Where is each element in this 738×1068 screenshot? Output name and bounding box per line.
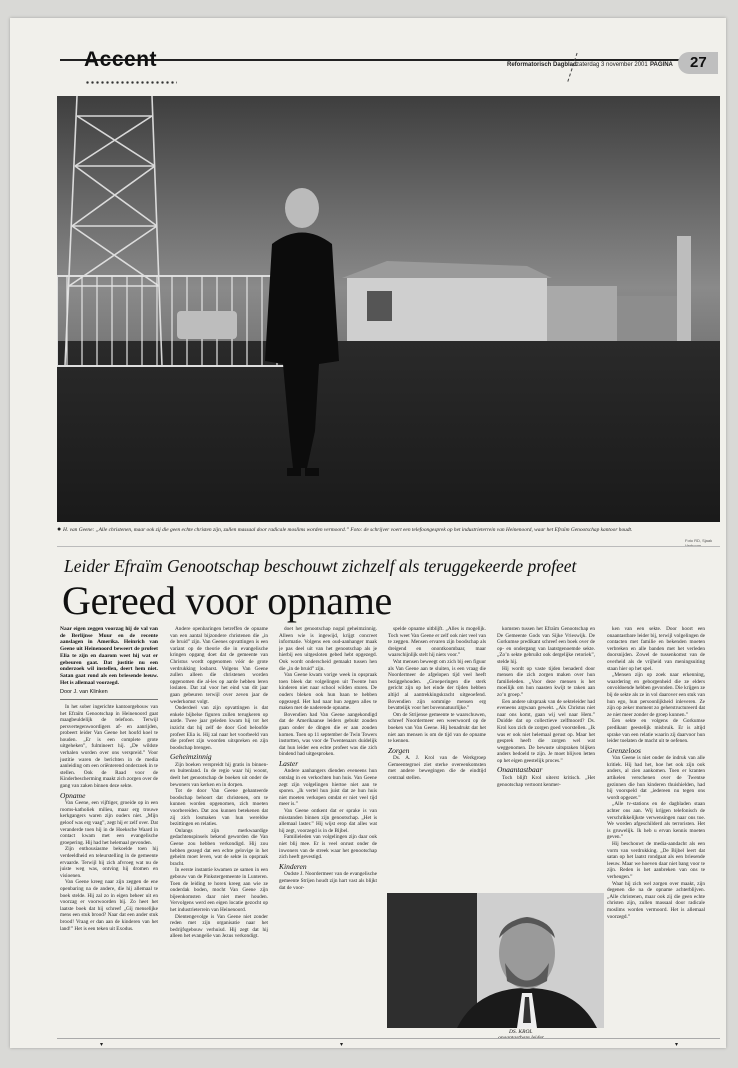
column-5 — [497, 626, 595, 888]
column-2 — [170, 626, 268, 1034]
paragraph: Hij beschouwt de media-aandacht als een vorm van verdrukking. „De Bijbel leert dat satan op het laatst rondgaat als een briesende leeuw. Maar we hoeven daar niet bang voor te zijn. Reden is het aanbreken van ons te verheugen.” — [607, 841, 705, 880]
section-title: Accent — [84, 48, 158, 71]
paragraph: doet het genootschap nogal geheimzinnig. Alleen wie is ingewijd, krijgt concreet informatie. Volgens een oud-aanhanger maak je pas deel uit van het genootschap als je hierbij een uitgesloten gebed hebt opgezegd. Ook wordt onderscheid gemaakt tussen hen die „in de bruid” zijn. — [279, 626, 377, 672]
paragraph: Familieleden van volgelingen zijn daar ook niet blij mee. Er is veel onrust onder de inwoners van de streek waar het genootschap zich heeft gevestigd. — [279, 834, 377, 861]
paragraph: Wat mensen beweegt om zich bij een figuur als Van Geene aan te sluiten, is een vraag die Noordermeer de afgelopen tijd veel heeft beziggehouden. „Groeperingen die sterk gericht zijn op het einde der tijden hebben altijd al aantrekkingskracht uitgeoefend. Bovendien zijn sommige mensen erg bevattelijk voor het bovennatuurlijke.” — [388, 658, 486, 712]
paragraph: Zijn boeken verspreidt hij gratis in binnen- en buitenland. In de regio waar hij woont, deelt het genootschap de boeken uit onder de bewoners van kerken en in dorpen. — [170, 761, 268, 788]
paragraph: komsten tussen het Efraïm Genootschap en De Gemeente Gods van Sijke Vrieswijk. De Gorkumse predikant schreef een boek over de op- en ondergang van laatstgenoemde sekte. „Zo’n sekte gebruikt ook dergelijke retoriek”, stelde hij. — [497, 626, 595, 665]
paragraph: Om de Strijense gemeente te waarschuwen, schreef Noordermeer een weerwoord op de boeken van Van Geene. Hij benadrukt dat het niet aan mensen is om de tijd van de opname te kennen. — [388, 711, 486, 745]
footer-rule — [57, 1038, 720, 1039]
main-photo — [57, 96, 720, 522]
portrait-caption-name: DS. KROL — [508, 1029, 533, 1035]
article-intro: Naar eigen zeggen voorzag hij de val van de Berlijnse Muur en de recente aanslagen in Amerika. Heinrich van Geene uit Heinenoord beweert de profeet Elia te zijn en daarom weet hij wat er gebeuren gaat. Dat justitie nu een onderzoek wil instellen, deert hem niet. Satan gaat rond als een briesende leeuw. Het is allemaal voorzegd. — [60, 626, 158, 686]
column-4 — [388, 626, 486, 888]
registration-mark-icon: ▾ — [675, 1042, 679, 1048]
subhead-geheimzinnig: Geheimzinnig — [170, 752, 212, 762]
registration-mark-icon: ▾ — [340, 1042, 344, 1048]
paragraph: Andere aanhangers dienden eveneens hun ontslag in en verkochten hun huis. Van Geene zegt zijn volgelingen hiertoe niet aan te sporen. „Ik vertel hun juist dat ze hun huis niet moeten verkopen omdat er niet veel tijd meer is.” — [279, 768, 377, 808]
paragraph: Van Geene kreeg naar zijn zeggen de ene openbaring na de andere, die hij allemaal te boek stelde. Hij zal zo in eigen beheer uit en voorzag er voorwoorden bij. Zo heet het laatste boek dat hij schreef „Gij menselijke mens een stuk brood? Naar dat een ander stuk brood! Vraag er dan aan de kinderen van het land!” Het is een teken uit Exodus. — [60, 879, 158, 932]
subhead-zorgen: Zorgen — [388, 745, 410, 755]
paragraph: „Mensen zijn op zoek naar erkenning, waardering en geborgenheid die ze elders onvoldoende hebben gevonden. Die krijgen ze bij de sekte als ze in vol daarover een stuk van hun ego, hun persoonlijkheid inleveren. Ze zijn op zeker moment zo geherstructureerd dat ze niet meer zonder de groep kunnen.” — [607, 672, 705, 718]
paragraph: ken van een sekte. Door hoort een onaantastbare leider bij, terwijl volgelingen de contacten met familie en bekenden moeten verbreken en alle banden met het verleden doorsnijden. Zowel de tussenkomst van de overheid als de vrijheid van meningsuiting staan hier op het spel. — [607, 626, 705, 672]
paragraph: Toch blijft Krol uiterst kritisch. „Het genootschap vertoont kenmer- — [497, 775, 595, 788]
subhead-kinderen: Kinderen — [279, 861, 307, 871]
paragraph: Van Geene is niet onder de indruk van alle kritiek. Hij had het, hoe het ook zijn ook anders, al zien aankomen. Toen er kranten artikelen verschenen over de Twentse gezinnen die hun kinderen thuishielden, had hij voorspeld dat „iedereen nu tegen ons wordt opgezet.” — [607, 755, 705, 801]
paragraph: Een sekte en volgens de Gorkumse predikant geestelijk misbruik. Er is altijd sprake van een relatie waarin zij daarvoor hun leider toelaten de macht uit te oefenen. — [607, 718, 705, 745]
pagina-label: PAGINA — [650, 62, 673, 68]
portrait-caption — [494, 1029, 547, 1042]
paragraph: Van Geene ontkent dat er sprake is van misstanden binnen zijn genootschap. „Het is allemaal laster.” Hij wijst erop dat alles wat hij zegt, voorzegd is in de Bijbel. — [279, 808, 377, 834]
byline-rule — [60, 699, 158, 700]
paragraph: Andere openbaringen betreffen de opname van een aantal bijzondere christenen die „in de bruid” zijn. Van Geenes opvattingen is een variant op de theorie die in evangelische kringen opgang doet dat de gemeente van Christus wordt opgenomen vóór de grote verdrukking losbarst. Volgens Van Geene zullen alleen die christenen worden opgenomen die al-les op aarde hebben leren loslaten. Dat zal voor het eind van dit jaar gaan gebeuren terwijl over zeven jaar de wederkomst volgt. — [170, 626, 268, 705]
paragraph: Ds. A. J. Krol van de Werkgroep Gemeentegroei ziet sterke overeenkomsten met andere bewegingen die de eindtijd centraal stellen. — [388, 755, 486, 782]
column-3 — [279, 626, 377, 1034]
caption-text: H. van Geene: „Alle christenen, maar ook zij die geen echte christen zijn, zullen massaal door radicale moslims worden vermoord.” Foto: de schrijver voert een telefoongesprek op het industrieterrein van Heinenoord, waar het Efraïm Genootschap kantoor houdt. — [62, 527, 633, 533]
paragraph: Oudste J. Noordermeer van de evangelische gemeente Strijen houdt zijn hart vast als blijkt dat de voor- — [279, 871, 377, 891]
paragraph: Een andere uitspraak van de sekteleider had eveneens argwaan gewekt. „Als Christus niet naar ons komt, gaan wij wel naar Hem.” Duidde dat op collectieve zelfmoord? Ds. Krol kon zich de zorgen goed voorstellen. „Ik was er ook niet helemaal gerust op. Maar het gesprek heeft die zorgen wel wat weggenomen. De bewuste uitspraken blijken anders bedoeld te zijn. Je moet blijven letten op het eigen geestelijk proces.” — [497, 698, 595, 764]
byline: Door J. van Klinken — [60, 689, 108, 696]
paragraph: „Alle tv-stations en de dagbladen staan achter ons aan. Wij krijgen telefonisch de verschrikkelijkste verwensingen naar ons toe. We worden afgeschilderd als terroristen. Het is gruwelijk. Ik heb u ervan kennis moeten geven.” — [607, 801, 705, 841]
paragraph: spelde opname uitblijft. „Alles is mogelijk. Toch weet Van Geene er zelf ook niet veel van te zeggen. Mensen ervaren zijn boodschap als dreigend en onontkoombaar, maar waarschijnlijk stelt hij niets voor.” — [388, 626, 486, 659]
article-headline: Gereed voor opname — [62, 578, 393, 623]
paragraph: Dientengevolge is Van Geene niet zonder reden met zijn organisatie naar het bedrijfsgebouw verhuisd. Hij zegt dat hij alleen het evangelie van Jezus verkondigt. — [170, 913, 268, 940]
paragraph: In het sober ingerichte kantoorgebouw van het Efraïm Genootschap in Heinenoord gaat maagbeuldelijk de telefoon. Terwijl persvertegenwoordigers af- en aanrijden, probeert leider Van Geene het hoofd koel te houden. „Er is een complete grote uitgeheken”, fulmineert hij. „De wildste verhalen worden over ons verspreid.” Voor justitie waren de berichten in de media aanleiding om een oriënterend onderzoek in te stellen. Ook de Raad voor de Kinderbescherming maakt zich zorgen over de gang van zaken binnen deze sekte. — [60, 703, 158, 790]
paragraph: Tot de door Van Geene gehanteerde boodschap behoort dat christenen, om te kunnen worden opgenomen, zich moeten voorbereiden. Dat zou kunnen betekenen dat zij zich losmaken van hun wereldse bezittingen en relaties. — [170, 788, 268, 828]
caption-bullet-icon: ● — [57, 525, 63, 533]
paragraph: Van Geene kwam vorige week in opspraak toen bleek dat volgelingen uit Twente hun kinderen niet naar school wilden sturen. De ouders bleken ook hun baan te hebben opgezegd. Het had naar hun zeggen alles te maken met de naderende opname. — [279, 672, 377, 712]
registration-mark-icon: ▾ — [100, 1042, 104, 1048]
subhead-onaantastbaar: Onaantastbaar — [497, 765, 543, 775]
photo-caption — [57, 526, 720, 534]
paragraph: Waar hij zich wel zorgen over maakt, zijn degenen die na de opname achterblijven. „Alle christenen, maar ook zij die geen echte christen zijn, zullen massaal door radicale moslims worden vermoord. Het is allemaal voorzegd.” — [607, 880, 705, 920]
subhead-laster: Laster — [279, 758, 299, 768]
paragraph: Onlangs zijn merkwaardige gedachtenspinsels bekend geworden die Van Geene zou hebben verkondigd. Hij zou hebben gezegd dat een echte gelovige in het geheim moet leven, wat de sekte in opspraak bracht. — [170, 827, 268, 867]
column-6 — [607, 626, 705, 1034]
caption-rule — [57, 546, 720, 547]
issue-date: zaterdag 3 november 2001 — [576, 62, 648, 68]
paragraph: Van Geene, een vijftiger, groeide op in een rooms-katholiek milieu, maar erg trouwe kerkgangers waren zijn ouders niet. „Mijn geloof was erg vaag”, zegt hij er zelf over. Dat veranderde toen hij in de Hoeksche Waard in contact kwam met een evangelische groepering. Hij had het helemaal gevonden. — [60, 800, 158, 846]
newspaper-name: Reformatorisch Dagblad — [507, 62, 577, 68]
section-dots-decoration — [85, 81, 177, 84]
paragraph: Zijn enthousiasme bekoelde toen hij verdeeldheid en teleurstelling in de gemeente ervaarde. Terwijl hij zich afvroeg wat nu de juiste weg was, ontving hij dromen en visioenen. — [60, 846, 158, 879]
paragraph: In eerste instantie kwamen ze samen in een gebouw van de Pinkstergemeente in Lunteren. Toen de leiding te horen kreeg aan wie ze onderdak boden, mocht Van Geene zijn bijeenkomsten daar niet meer houden. Vervolgens werd een eigen locatie gezocht op het industrieterrein van Heinenoord. — [170, 867, 268, 913]
paragraph: Onderdeel van zijn opvattingen is dat enkele bijbelse figuren zullen terugkeren op aarde. Twee jaar geleden kwam hij tot het inzicht dat hij zelf de door God beloofde profeet Elia is. Hij zal naar het voorbeeld van die profeet zijn woorden uitspreken en zijn boodschap brengen. — [170, 705, 268, 751]
paragraph: Hij wordt op vaste tijden benaderd door mensen die zich zorgen maken over hun familieleden. „Voor deze mensen is het moeilijk om hun naasten kwijt te raken aan zo’n groep.” — [497, 665, 595, 698]
subhead-grenzeloos: Grenzeloos — [607, 745, 641, 755]
article-kicker: Leider Efraïm Genootschap beschouwt zichzelf als teruggekeerde profeet — [64, 556, 577, 576]
newspaper-page — [10, 18, 726, 1048]
page-number: 27 — [690, 54, 707, 71]
portrait-photo — [387, 893, 604, 1028]
subhead-opname: Opname — [60, 790, 86, 800]
photo-credit: Foto RD, Sjaak — [685, 538, 713, 543]
column-1 — [60, 626, 158, 1034]
paragraph: Bovendien had Van Geene aangekondigd dat de Amerikaanse leiders gebukt zouden gaan onder de dingen die er aan zouden komen. Toen op 11 september de Twin Towers instortten, was voor de Twentenaars duidelijk dat hun leider een echte profeet was die zich bindend had uitgesproken. — [279, 711, 377, 758]
